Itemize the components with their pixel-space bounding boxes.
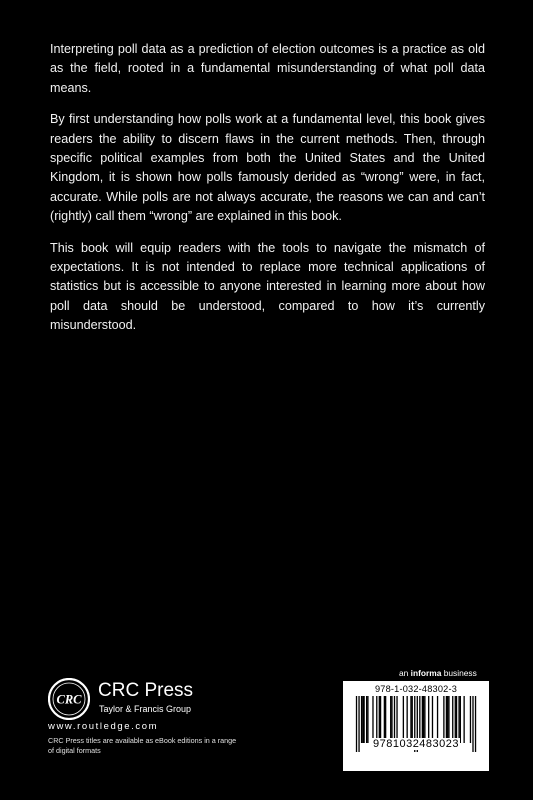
barcode-bar	[412, 696, 413, 743]
ebook-note: CRC Press titles are available as eBook editions in a range of digital formats	[48, 736, 237, 755]
isbn-barcode	[343, 681, 489, 771]
publisher-website: www.routledge.com	[48, 721, 159, 732]
barcode-bar	[361, 696, 362, 743]
barcode-bar	[367, 696, 368, 743]
barcode-bar	[458, 696, 459, 743]
publisher-group: Taylor & Francis Group	[99, 704, 192, 714]
barcode-bar	[419, 696, 420, 743]
barcode-bar	[422, 696, 423, 743]
barcode-bar	[424, 696, 425, 743]
blurb-paragraph-2: By first understanding how polls work at a fundamental level, this book gives readers the ability to discern flaws in the current methods. Then, through specific political examples from both the United States and the United Kingdom, it is shown how polls famously derided as “wrong” were, in fact, accurate. While polls are not always accurate, the reasons we can and can’t (rightly) call them “wrong” are explained in this book.	[50, 112, 485, 224]
barcode-bar	[447, 696, 448, 743]
barcode-bar	[362, 696, 363, 743]
blurb-paragraph-3: This book will equip readers with the tools to navigate the mismatch of expectations. It is not intended to replace more technical applications of statistics but is accessible to anyone interested in learning more about how poll data should be understood, compared to how it’s currently misunderstood.	[50, 240, 485, 333]
barcode-bar	[385, 696, 386, 743]
informa-brand: informa	[410, 668, 442, 678]
barcode-bar	[448, 696, 449, 743]
barcode-bar	[363, 696, 364, 743]
barcode-bar	[432, 696, 433, 743]
barcode-bar	[372, 696, 373, 743]
barcode-bar	[396, 696, 397, 743]
barcode-bar	[428, 696, 429, 743]
isbn-number: 978-1-032-48302-3	[374, 684, 458, 694]
back-cover-blurb	[50, 40, 485, 348]
crc-press-logo-icon	[48, 678, 90, 720]
crc-logo-text: CRC	[56, 692, 82, 707]
barcode-bar	[455, 696, 456, 743]
barcode-bar	[437, 696, 438, 743]
barcode-bar	[390, 696, 391, 743]
barcode-bar	[379, 696, 380, 743]
barcode-bar	[407, 696, 408, 743]
informa-suffix: business	[441, 668, 477, 678]
barcode-bar	[410, 696, 411, 743]
barcode-bar	[366, 696, 367, 743]
barcode-bar	[391, 696, 392, 743]
barcode-bar	[460, 696, 461, 743]
barcode-digits: 9781032483023	[372, 738, 460, 750]
barcode-bar	[403, 696, 404, 743]
publisher-name: CRC Press	[98, 680, 194, 701]
informa-prefix: an	[399, 668, 411, 678]
barcode-bar	[423, 696, 424, 743]
barcode-bar	[376, 696, 377, 743]
barcode-bar	[384, 696, 385, 743]
informa-tagline	[399, 668, 477, 678]
barcode-bar	[470, 696, 471, 743]
blurb-paragraph-1: Interpreting poll data as a prediction of election outcomes is a practice as old as the field, rooted in a fundamental misunderstanding of what poll data means.	[50, 42, 485, 95]
barcode-bar	[443, 696, 444, 743]
barcode-bar	[452, 696, 453, 743]
barcode-bar	[463, 696, 464, 743]
barcode-bar	[394, 696, 395, 743]
barcode-bar	[446, 696, 447, 743]
barcode-digits-row	[347, 738, 485, 750]
barcode-bar	[456, 696, 457, 743]
barcode-bar	[380, 696, 381, 743]
